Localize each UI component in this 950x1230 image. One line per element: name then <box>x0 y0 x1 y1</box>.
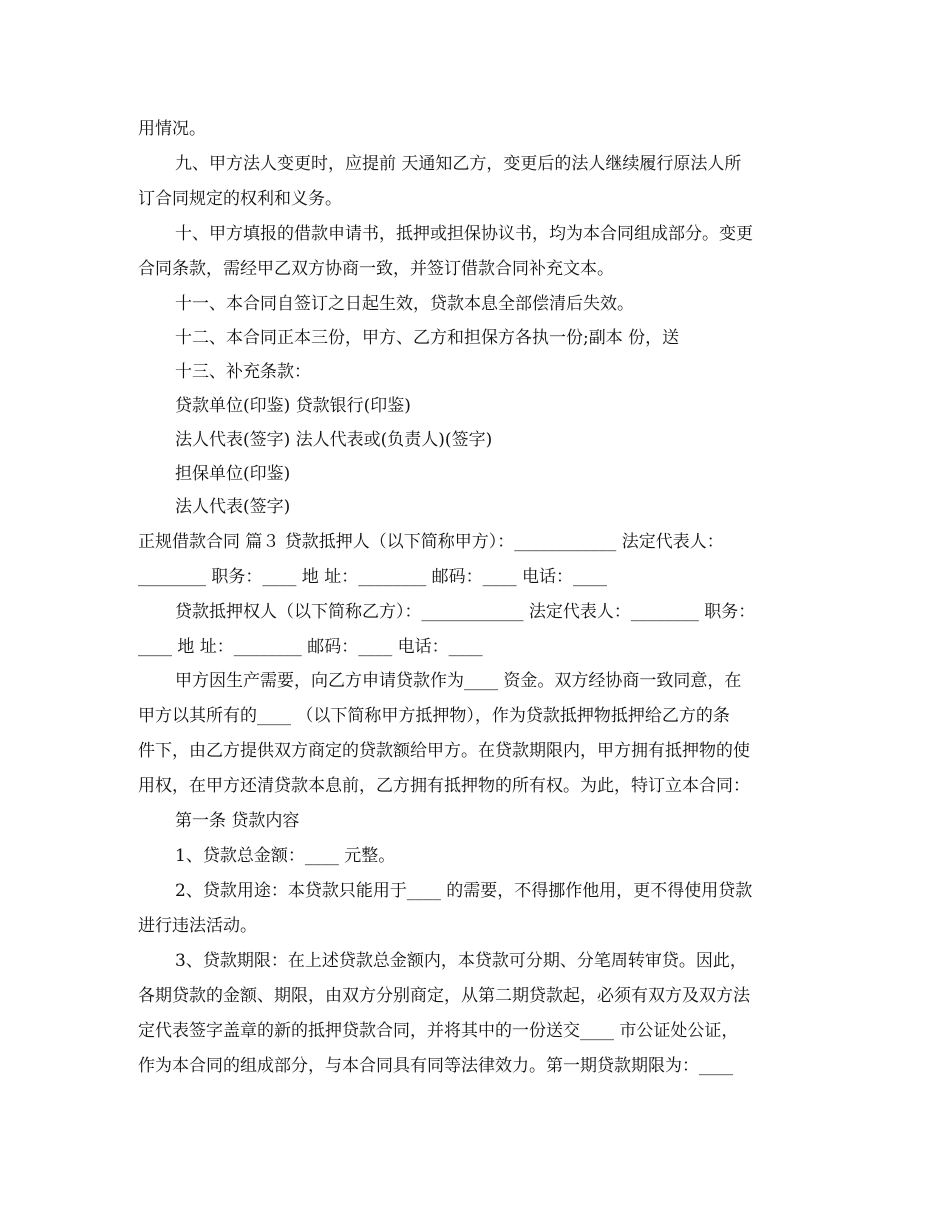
text-line: 十一、本合同自签订之日起生效，贷款本息全部偿清后失效。 <box>175 294 634 314</box>
text-line: 定代表签字盖章的新的抵押贷款合同，并将其中的一份送交____ 市公证处公证， <box>138 1021 739 1041</box>
text-line: 担保单位(印鉴) <box>175 464 291 484</box>
text-line: 1、贷款总金额：____ 元整。 <box>175 846 396 866</box>
text-line: 各期贷款的金额、期限，由双方分别商定，从第二期贷款起，必须有双方及双方法 <box>138 986 750 1006</box>
text-line: 进行违法活动。 <box>138 916 257 936</box>
text-line: 法人代表(签字) <box>175 497 291 517</box>
text-line: 甲方因生产需要，向乙方申请贷款作为____ 资金。双方经协商一致同意，在 <box>175 671 742 691</box>
text-line: 十二、本合同正本三份，甲方、乙方和担保方各执一份;副本 份，送 <box>175 328 680 348</box>
text-line: 十三、补充条款： <box>175 362 311 382</box>
article-heading: 第一条 贷款内容 <box>175 811 300 831</box>
text-line: 2、贷款用途：本贷款只能用于____ 的需要，不得挪作他用，更不得使用贷款 <box>175 881 753 901</box>
text-line: 3、贷款期限：在上述贷款总金额内，本贷款可分期、分笔周转审贷。因此， <box>175 951 747 971</box>
text-line: 贷款抵押权人（以下简称乙方）：____________ 法定代表人：________ 职务： <box>175 602 756 622</box>
text-line: 件下，由乙方提供双方商定的贷款额给甲方。在贷款期限内，甲方拥有抵押物的使 <box>138 741 750 761</box>
text-line: 合同条款，需经甲乙双方协商一致，并签订借款合同补充文本。 <box>138 259 614 279</box>
text-line: 九、甲方法人变更时，应提前 天通知乙方，变更后的法人继续履行原法人所 <box>175 154 742 174</box>
text-line: 订合同规定的权利和义务。 <box>138 189 342 209</box>
text-line: 用权，在甲方还清贷款本息前，乙方拥有抵押物的所有权。为此，特订立本合同： <box>138 776 750 796</box>
text-line: 法人代表(签字) 法人代表或(负责人)(签字) <box>175 430 493 450</box>
text-line: ________ 职务：____ 地 址：________ 邮码：____ 电话：____ <box>138 567 608 587</box>
text-line: 贷款单位(印鉴) 贷款银行(印鉴) <box>175 396 411 416</box>
text-line: 作为本合同的组成部分，与本合同具有同等法律效力。第一期贷款期限为：____ <box>138 1056 733 1076</box>
section-heading: 正规借款合同 篇３ 贷款抵押人（以下简称甲方）：____________ 法定代表人： <box>138 532 724 552</box>
text-line: ____ 地 址：________ 邮码：____ 电话：____ <box>138 637 483 657</box>
text-line: 十、甲方填报的借款申请书，抵押或担保协议书，均为本合同组成部分。变更 <box>175 224 753 244</box>
text-line: 甲方以其所有的____ （以下简称甲方抵押物），作为贷款抵押物抵押给乙方的条 <box>138 706 730 726</box>
text-line: 用情况。 <box>138 119 206 139</box>
